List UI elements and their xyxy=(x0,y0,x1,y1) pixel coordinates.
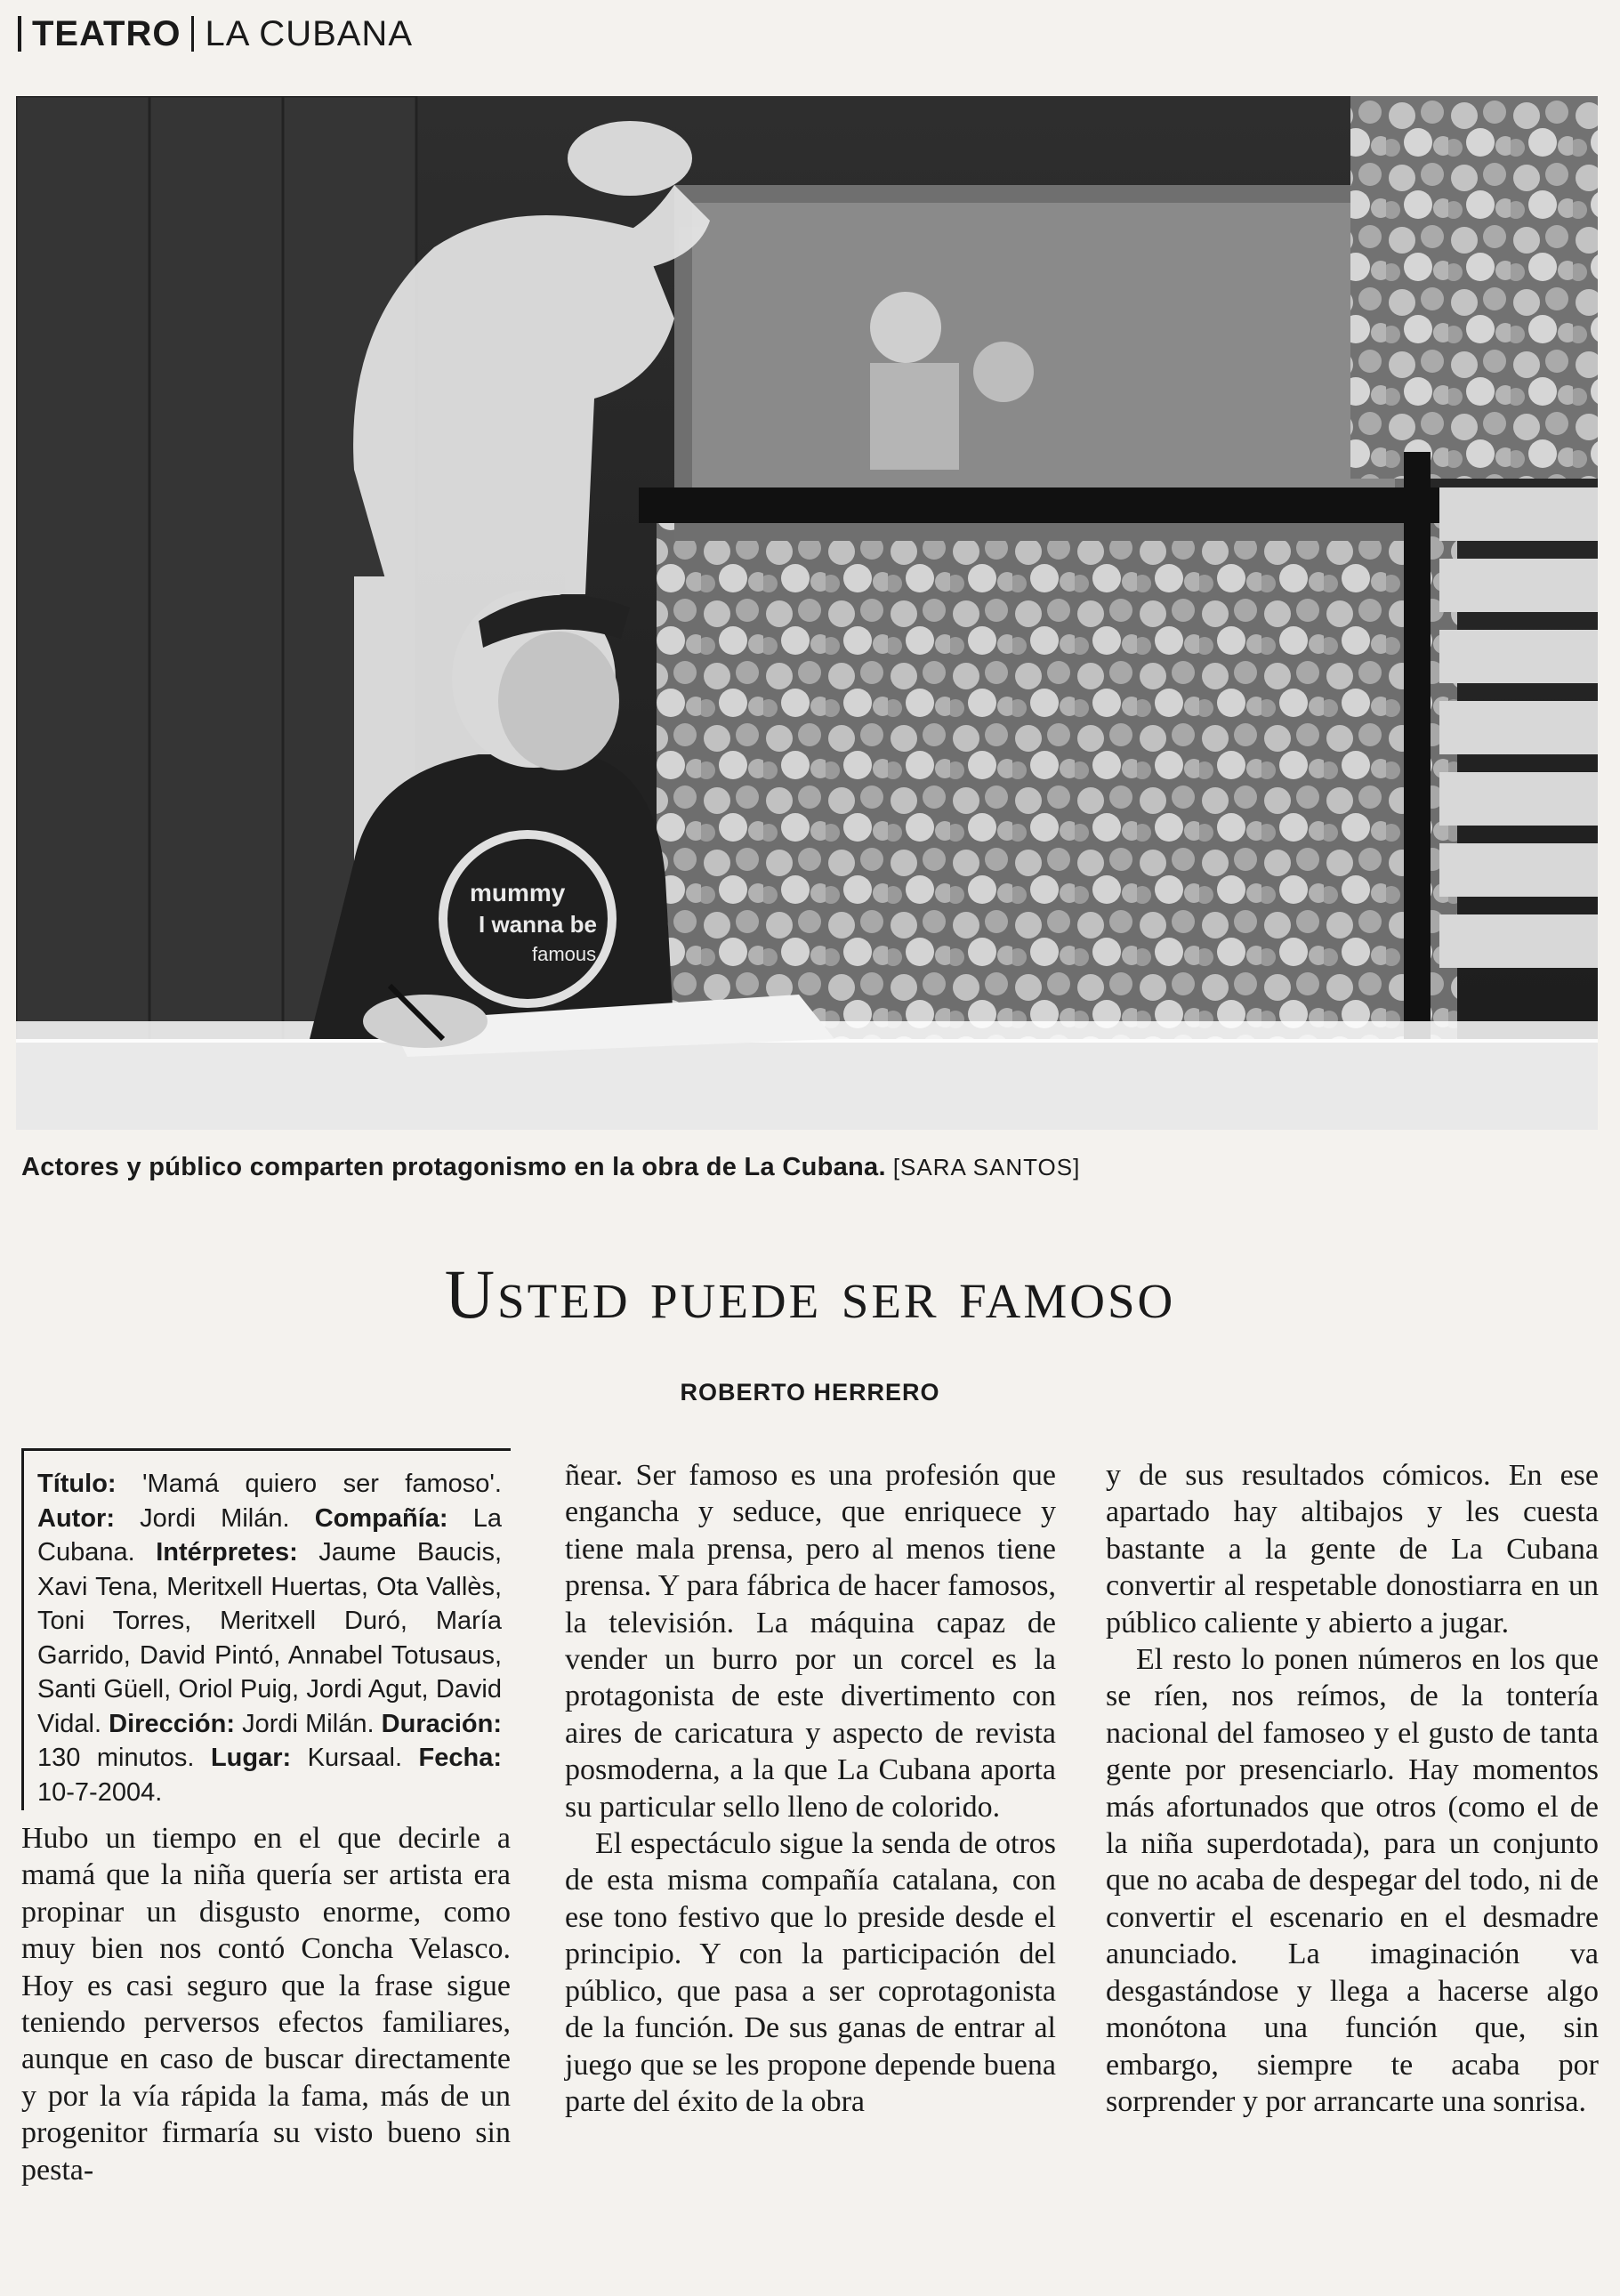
stage-photo-illustration xyxy=(16,96,1598,1130)
photo-caption xyxy=(21,1153,1596,1182)
fecha-value: 10-7-2004. xyxy=(37,1777,163,1807)
fact-box xyxy=(21,1448,511,1808)
interpretes-label: Intérpretes: xyxy=(156,1538,298,1567)
lugar-label: Lugar: xyxy=(210,1744,292,1772)
lugar-value: Kursaal. xyxy=(291,1744,419,1772)
headline: Usted puede ser famoso xyxy=(444,1255,1176,1333)
paragraph: El resto lo ponen números en los que se ríen, nos reímos, de la tontería nacional del famoseo y el gusto de tanta gente por presenciarlo. Hay momentos más afortunados que otros (como el de la niña superdotada), para un conjunto que no acaba de despegar del todo, ni de convertir el escenario en el desmadre anunciado. La imaginación va desgastándose y llega a hacerse algo monótona una función que, sin embargo, siempre te acaba por sorprender y por arrancarte una sonrisa. xyxy=(1106,1643,1599,2118)
duracion-value: 130 minutos. xyxy=(37,1744,211,1772)
compania-label: Compañía: xyxy=(314,1503,448,1533)
photo-credit: [SARA SANTOS] xyxy=(892,1154,1081,1180)
paragraph: y de sus resultados cómicos. En ese apartado hay altibajos y les cuesta bastante a la gente de La Cubana convertir al respetable donostiarra en un público caliente y abierto a jugar. xyxy=(1106,1459,1599,1639)
direccion-value: Jordi Milán. xyxy=(235,1709,382,1738)
duracion-label: Duración: xyxy=(381,1709,502,1738)
fecha-label: Fecha: xyxy=(418,1744,502,1772)
article-column-1 xyxy=(21,1820,511,2188)
subsection-label: LA CUBANA xyxy=(205,13,413,53)
section-rule xyxy=(18,16,21,52)
paragraph: ñear. Ser famoso es una profesión que engancha y seduce, que enriquece y tiene mala prensa, pero al menos tiene prensa. Y para fábrica de hacer famosos, la televisión. La máquina capaz de vender un burro por un corcel es la protagonista de este divertimento con aires de caricatura y aspecto de revista posmoderna, a la que La Cubana aporta su particular sello lleno de colorido. xyxy=(565,1459,1056,1824)
titulo-label: Título: xyxy=(37,1470,117,1498)
compania-value: La Cubana. xyxy=(37,1503,502,1567)
caption-text: Actores y público comparten protagonismo en la obra de La Cubana. xyxy=(21,1153,886,1181)
article-column-2 xyxy=(565,1457,1056,2120)
autor-label: Autor: xyxy=(37,1503,115,1533)
section-divider xyxy=(191,16,194,52)
stage-photo xyxy=(16,96,1598,1130)
shirt-text-3: famous xyxy=(532,943,597,965)
shirt-text-2: I wanna be xyxy=(479,911,597,938)
paragraph: El espectáculo sigue la senda de otros de esta misma compañía catalana, con ese tono festivo que lo preside desde el principio. Y con la participación del público, que pasa a ser coprotagonista de la función. De sus ganas de entrar al juego que se les propone depende buena parte del éxito de la obra xyxy=(565,1827,1056,2118)
titulo-value: 'Mamá quiero ser famoso'. xyxy=(116,1470,502,1498)
section-label: TEATRO xyxy=(32,13,181,53)
article-column-3 xyxy=(1106,1457,1599,2120)
interpretes-value: Jaume Baucis, Xavi Tena, Meritxell Huertas, Ota Vallès, Toni Torres, Meritxell Duró, María Garrido, David Pintó, Annabel Totusaus, Santi Güell, Oriol Puig, Jordi Agut, David Vidal. xyxy=(37,1538,502,1738)
paragraph: Hubo un tiempo en el que decirle a mamá que la niña quería ser artista era propinar un disgusto enorme, como muy bien nos contó Concha Velasco. Hoy es casi seguro que la frase sigue teniendo perversos efectos familiares, aunque en caso de buscar directamente y por la vía rápida la fama, más de un progenitor firmaría su visto bueno sin pesta- xyxy=(21,1822,511,2187)
section-header xyxy=(16,9,413,59)
direccion-label: Dirección: xyxy=(109,1709,235,1738)
autor-value: Jordi Milán. xyxy=(114,1503,315,1533)
byline: ROBERTO HERRERO xyxy=(680,1379,940,1406)
shirt-text-1: mummy xyxy=(470,879,566,906)
